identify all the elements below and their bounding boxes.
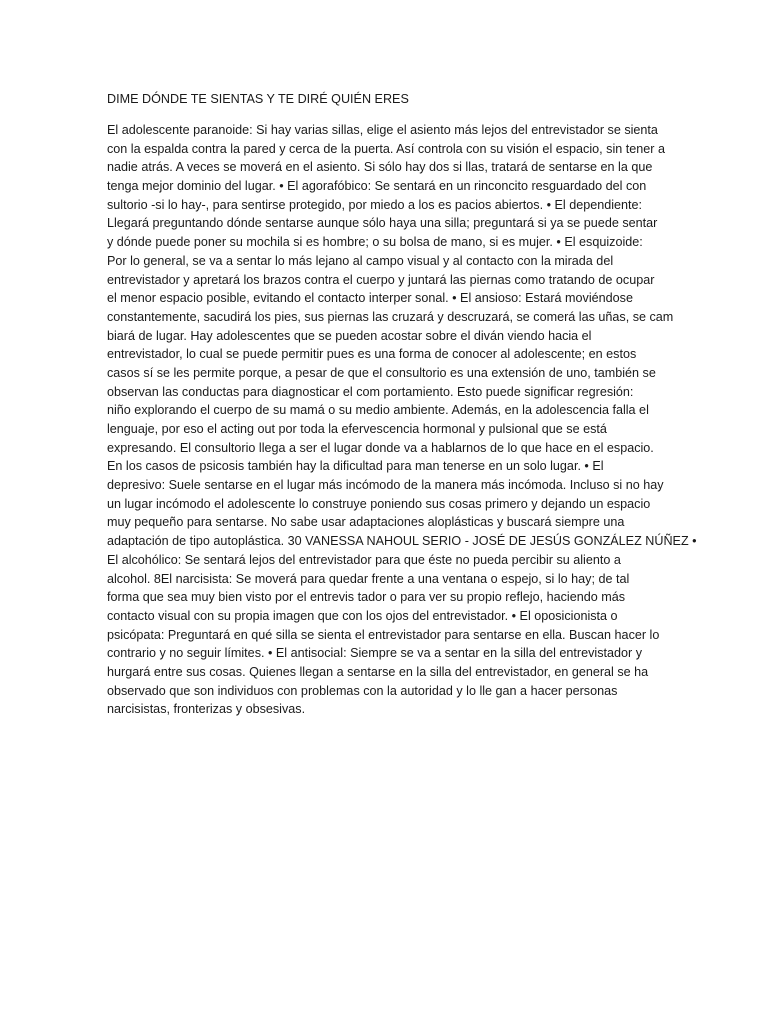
- body-text-line: forma que sea muy bien visto por el entrevis tador o para ver su propio reflejo, haciendo más: [107, 590, 626, 605]
- body-text-line: psicópata: Preguntará en qué silla se sienta el entrevistador para sentarse en ella. Buscan hacer lo: [107, 627, 660, 642]
- body-text-line: muy pequeño para sentarse. No sabe usar adaptaciones aloplásticas y buscará siempre una: [107, 515, 625, 530]
- body-text-line: adaptación de tipo autoplástica. 30 VANESSA NAHOUL SERIO - JOSÉ DE JESÚS GONZÁLEZ NÚÑEZ •: [107, 534, 697, 549]
- body-text-line: El adolescente paranoide: Si hay varias sillas, elige el asiento más lejos del entrevistador se sienta: [107, 123, 658, 137]
- body-text-line: casos sí se les permite porque, a pesar de que el consultorio es una extensión de uno, también se: [107, 365, 656, 380]
- body-text-line: biará de lugar. Hay adolescentes que se pueden acostar sobre el diván viendo hacia el: [107, 328, 592, 343]
- body-text-line: Por lo general, se va a sentar lo más lejano al campo visual y al contacto con la mirada del: [107, 253, 614, 268]
- body-text-line: el menor espacio posible, evitando el contacto interper sonal. • El ansioso: Estará moviéndose: [107, 291, 633, 306]
- body-text-line: El alcohólico: Se sentará lejos del entrevistador para que éste no pueda percibir su aliento a: [107, 552, 621, 567]
- document-body: [107, 121, 697, 719]
- body-text-line: nadie atrás. A veces se moverá en el asiento. Si sólo hay dos si llas, tratará de sentarse en la que: [107, 160, 653, 175]
- document-title: DIME DÓNDE TE SIENTAS Y TE DIRÉ QUIÉN ERES: [107, 92, 409, 106]
- body-text-line: y dónde puede poner su mochila si es hombre; o su bolsa de mano, si es mujer. • El esquizoide:: [107, 235, 643, 250]
- body-text-line: tenga mejor dominio del lugar. • El agorafóbico: Se sentará en un rinconcito resguardado del con: [107, 179, 647, 194]
- body-text-line: contacto visual con su propia imagen que con los ojos del entrevistador. • El oposicionista o: [107, 608, 618, 623]
- body-text-line: observado que son individuos con problemas con la autoridad y lo lle gan a hacer personas: [107, 683, 618, 698]
- body-text-line: observan las conductas para diagnosticar el com portamiento. Esto puede significar regresión:: [107, 384, 634, 399]
- body-text-line: lenguaje, por eso el acting out por toda la efervescencia hormonal y pulsional que se está: [107, 422, 607, 436]
- body-text-line: constantemente, sacudirá los pies, sus piernas las cruzará y descruzará, se comerá las uñas, se cam: [107, 309, 674, 324]
- body-text-line: En los casos de psicosis también hay la dificultad para man tenerse en un solo lugar. • El: [107, 459, 604, 474]
- body-text-line: narcisistas, fronterizas y obsesivas.: [107, 702, 306, 717]
- body-text-line: sultorio -si lo hay-, para sentirse protegido, por miedo a los es pacios abiertos. • El dependiente:: [107, 197, 643, 212]
- body-text-line: alcohol. 8El narcisista: Se moverá para quedar frente a una ventana o espejo, si lo hay; de tal: [107, 571, 630, 586]
- body-text-line: hurgará entre sus cosas. Quienes llegan a sentarse en la silla del entrevistador, en general se ha: [107, 664, 649, 679]
- body-text-line: niño explorando el cuerpo de su mamá o su medio ambiente. Además, en la adolescencia falla el: [107, 403, 649, 418]
- body-text-line: entrevistador, lo cual se puede permitir pues es una forma de conocer al adolescente; en estos: [107, 347, 637, 362]
- body-text-line: entrevistador y apretará los brazos contra el cuerpo y juntará las piernas como tratando de ocupar: [107, 272, 655, 287]
- body-text-line: un lugar incómodo el adolescente lo construye poniendo sus cosas primero y dejando un espacio: [107, 496, 651, 511]
- body-text-line: con la espalda contra la pared y cerca de la puerta. Así controla con su visión el espacio, sin tener a: [107, 141, 665, 156]
- body-text-line: depresivo: Suele sentarse en el lugar más incómodo de la manera más incómoda. Incluso si no hay: [107, 478, 664, 493]
- body-text-line: expresando. El consultorio llega a ser el lugar donde va a hablarnos de lo que hace en el espacio.: [107, 440, 654, 455]
- body-text-line: contrario y no seguir límites. • El antisocial: Siempre se va a sentar en la silla del entrevistador y: [107, 646, 642, 661]
- body-text-line: Llegará preguntando dónde sentarse aunque sólo haya una silla; preguntará si ya se puede sentar: [107, 216, 658, 231]
